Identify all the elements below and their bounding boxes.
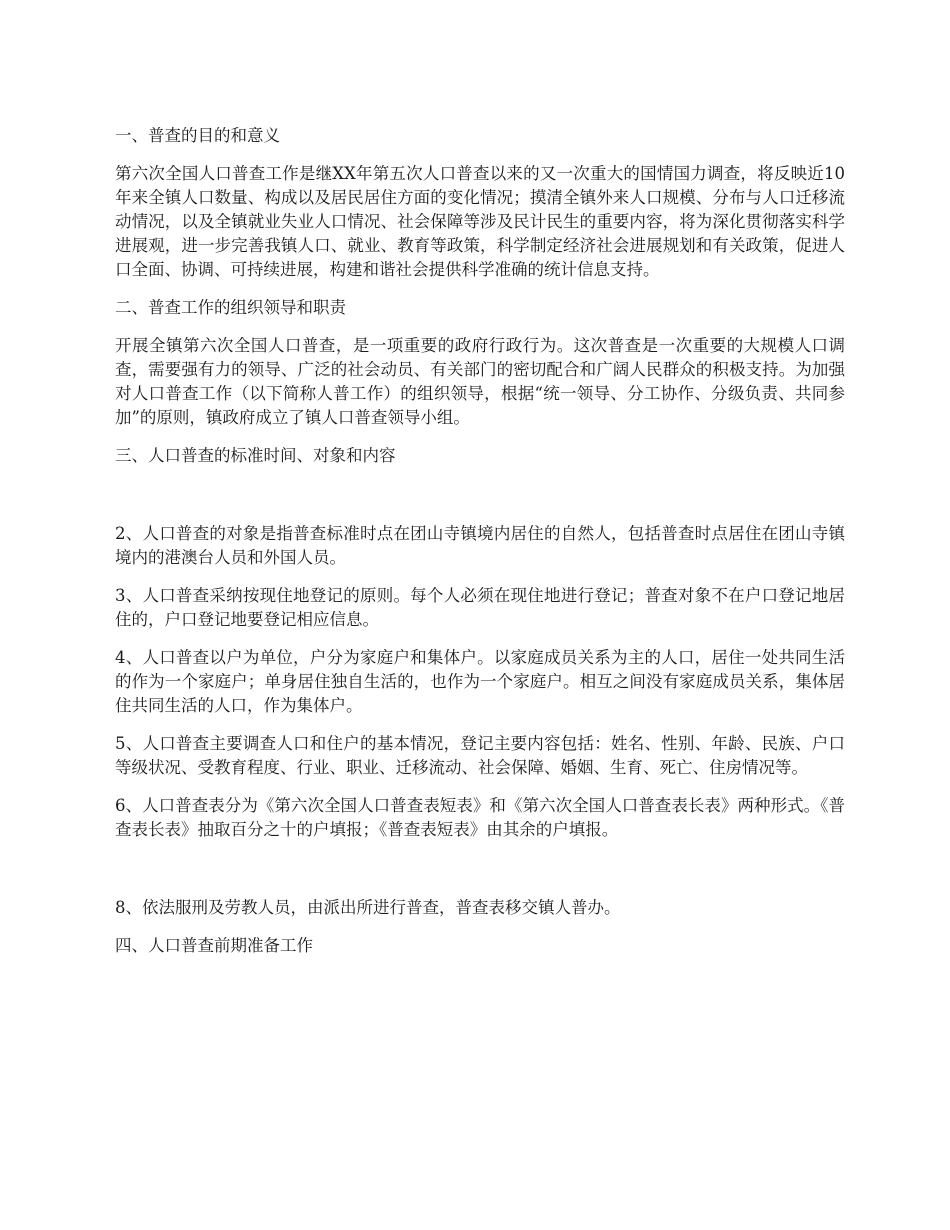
blank-space bbox=[115, 482, 845, 522]
section-heading-4: 四、人口普查前期准备工作 bbox=[115, 936, 313, 955]
section-heading-3: 三、人口普查的标准时间、对象和内容 bbox=[115, 446, 396, 465]
paragraph-item-8: 8、依法服刑及劳教人员，由派出所进行普查，普查表移交镇人普办。 bbox=[115, 898, 621, 917]
section-heading-2: 二、普查工作的组织领导和职责 bbox=[115, 298, 346, 317]
section-heading-1: 一、普查的目的和意义 bbox=[115, 126, 280, 145]
paragraph-item-6: 6、人口普查表分为《第六次全国人口普查表短表》和《第六次全国人口普查表长表》两种形式。《普查表长表》抽取百分之十的户填报；《普查表短表》由其余的户填报。 bbox=[115, 796, 845, 839]
blank-space bbox=[115, 856, 845, 896]
paragraph-item-2: 2、人口普查的对象是指普查标准时点在团山寺镇境内居住的自然人，包括普查时点居住在团山寺镇境内的港澳台人员和外国人员。 bbox=[115, 524, 845, 567]
paragraph-item-3: 3、人口普查采纳按现住地登记的原则。每个人必须在现住地进行登记；普查对象不在户口登记地居住的，户口登记地要登记相应信息。 bbox=[115, 586, 845, 629]
paragraph-item-4: 4、人口普查以户为单位，户分为家庭户和集体户。以家庭成员关系为主的人口，居住一处共同生活的作为一个家庭户；单身居住独自生活的，也作为一个家庭户。相互之间没有家庭成员关系，集体居住共同生活的人口，作为集体户。 bbox=[115, 648, 845, 715]
paragraph-organization: 开展全镇第六次全国人口普查，是一项重要的政府行政行为。这次普查是一次重要的大规模人口调查，需要强有力的领导、广泛的社会动员、有关部门的密切配合和广阔人民群众的积极支持。为加强对人口普查工作（以下简称人普工作）的组织领导，根据“统一领导、分工协作、分级负责、共同参加”的原则，镇政府成立了镇人口普查领导小组。 bbox=[115, 336, 845, 427]
paragraph-item-5: 5、人口普查主要调查人口和住户的基本情况，登记主要内容包括：姓名、性别、年龄、民族、户口等级状况、受教育程度、行业、职业、迁移流动、社会保障、婚姻、生育、死亡、住房情况等。 bbox=[115, 734, 845, 777]
document-page bbox=[115, 124, 845, 972]
paragraph-purpose: 第六次全国人口普查工作是继XX年第五次人口普查以来的又一次重大的国情国力调查，将反映近10年来全镇人口数量、构成以及居民居住方面的变化情况；摸清全镇外来人口规模、分布与人口迁移流动情况，以及全镇就业失业人口情况、社会保障等涉及民计民生的重要内容，将为深化贯彻落实科学进展观，进一步完善我镇人口、就业、教育等政策，科学制定经济社会进展规划和有关政策，促进人口全面、协调、可持续进展，构建和谐社会提供科学准确的统计信息支持。 bbox=[115, 164, 845, 279]
